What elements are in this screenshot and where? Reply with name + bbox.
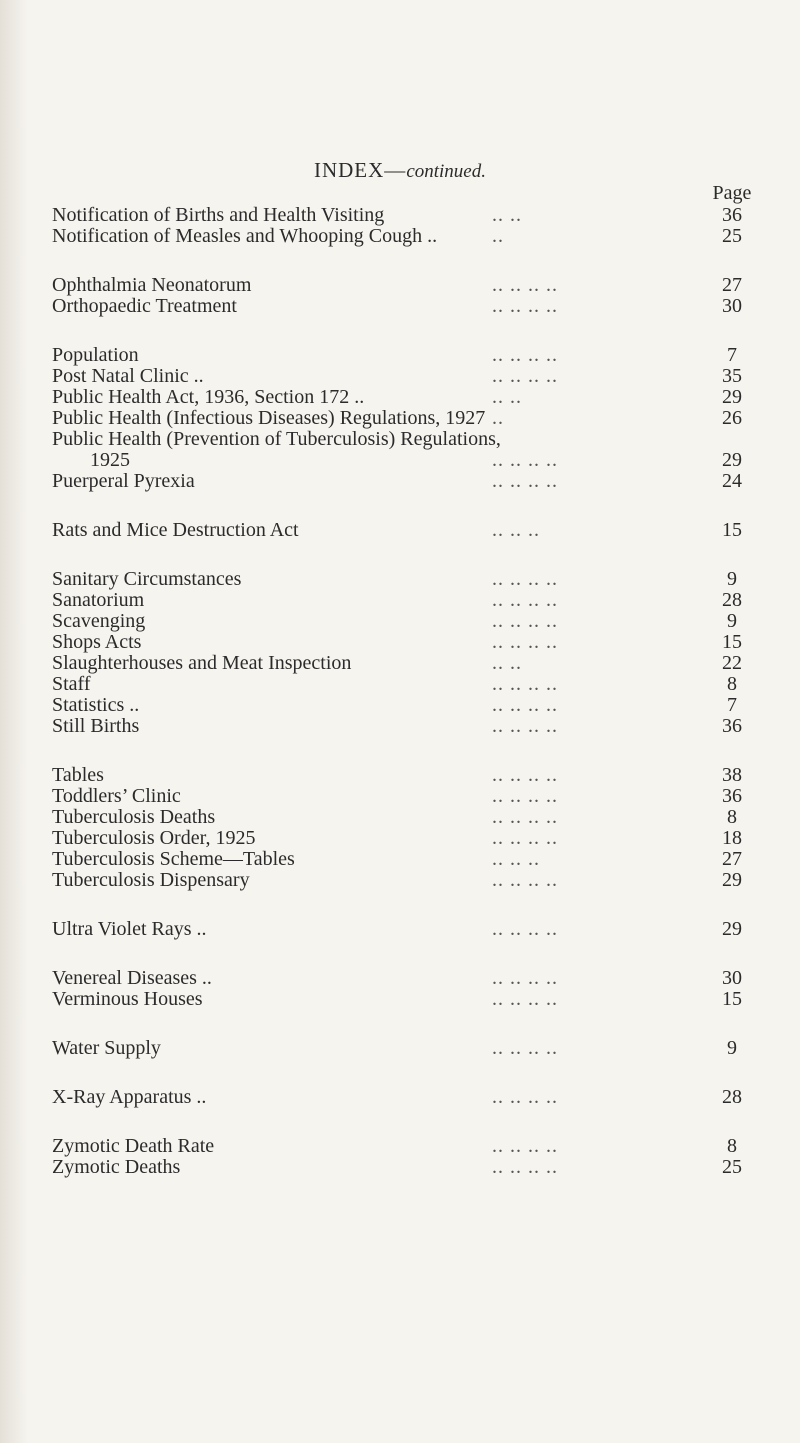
entry-page-number: 29 [722,918,742,940]
entry-page-number: 30 [722,967,742,989]
index-entry [52,765,772,786]
index-entry [52,1038,772,1059]
entry-label: Post Natal Clinic .. [52,365,204,387]
index-entry [52,275,772,296]
entry-label: Tuberculosis Deaths [52,806,216,828]
index-entry [52,520,772,541]
index-group [52,1038,772,1059]
entry-page-number: 36 [722,785,742,807]
entry-leader-dots: .. .. .. .. [492,694,558,716]
entry-leader-dots: .. .. .. .. [492,631,558,653]
index-entry [52,632,772,653]
entry-page-number: 25 [722,1156,742,1178]
entry-page-number: 30 [722,295,742,317]
entry-leader-dots: .. .. .. .. [492,785,558,807]
entry-leader-dots: .. .. .. .. [492,1156,558,1178]
entry-page-number: 15 [722,988,742,1010]
entry-leader-dots: .. .. .. .. [492,967,558,989]
index-entry [52,226,772,247]
entry-label: Rats and Mice Destruction Act [52,519,299,541]
entry-leader-dots: .. .. .. .. [492,715,558,737]
entry-leader-dots: .. .. .. .. [492,610,558,632]
entry-page-number: 36 [722,204,742,226]
entry-leader-dots: .. .. .. .. [492,470,558,492]
index-entry [52,590,772,611]
entry-page-number: 8 [727,1135,737,1157]
entry-leader-dots: .. .. .. .. [492,344,558,366]
entry-page-number: 26 [722,407,742,429]
entry-label: 1925 [90,449,130,471]
entry-page-number: 29 [722,869,742,891]
index-entry [52,408,772,429]
index-group [52,569,772,737]
index-list [52,205,772,1206]
entry-leader-dots: .. .. .. .. [492,806,558,828]
entry-leader-dots: .. .. .. .. [492,568,558,590]
index-group [52,765,772,891]
entry-leader-dots: .. [492,407,504,429]
index-entry [52,870,772,891]
entry-page-number: 27 [722,848,742,870]
index-entry [52,387,772,408]
index-entry [52,1087,772,1108]
entry-label: Scavenging [52,610,146,632]
entry-page-number: 7 [727,694,737,716]
entry-label: Orthopaedic Treatment [52,295,237,317]
index-entry [52,1157,772,1178]
entry-leader-dots: .. .. .. [492,519,540,541]
entry-page-number: 8 [727,673,737,695]
entry-leader-dots: .. .. .. .. [492,449,558,471]
entry-label: Tuberculosis Dispensary [52,869,250,891]
entry-label: Water Supply [52,1037,161,1059]
entry-leader-dots: .. .. [492,204,522,226]
entry-label: Tables [52,764,104,786]
entry-label: Zymotic Deaths [52,1156,181,1178]
entry-label: Verminous Houses [52,988,203,1010]
title-text: INDEX— [313,158,407,182]
entry-label: Venereal Diseases .. [52,967,212,989]
index-entry [52,695,772,716]
entry-label: Toddlers’ Clinic [52,785,181,807]
index-entry [52,1136,772,1157]
entry-leader-dots: .. .. [492,652,522,674]
index-group [52,345,772,492]
entry-page-number: 38 [722,764,742,786]
page-title [0,158,800,183]
entry-page-number: 18 [722,827,742,849]
index-entry [52,205,772,226]
entry-leader-dots: .. .. .. .. [492,365,558,387]
entry-leader-dots: .. .. .. .. [492,673,558,695]
entry-label: Public Health Act, 1936, Section 172 .. [52,386,365,408]
entry-label: Sanitary Circumstances [52,568,242,590]
entry-leader-dots: .. .. .. .. [492,1037,558,1059]
entry-label: Ultra Violet Rays .. [52,918,207,940]
index-group [52,919,772,940]
index-entry [52,366,772,387]
index-entry [52,828,772,849]
entry-leader-dots: .. .. .. .. [492,918,558,940]
index-entry [52,471,772,492]
index-entry [52,968,772,989]
entry-label: Tuberculosis Scheme—Tables [52,848,295,870]
entry-label: Public Health (Infectious Diseases) Regulations, 1927 [52,407,486,429]
entry-label: Public Health (Prevention of Tuberculosis) Regulations, [52,428,501,450]
entry-label: Tuberculosis Order, 1925 [52,827,256,849]
index-entry [52,989,772,1010]
index-entry [52,429,772,450]
entry-page-number: 9 [727,568,737,590]
entry-page-number: 36 [722,715,742,737]
index-entry [52,807,772,828]
entry-leader-dots: .. .. .. .. [492,988,558,1010]
entry-leader-dots: .. .. .. .. [492,869,558,891]
entry-leader-dots: .. [492,225,504,247]
entry-page-number: 29 [722,386,742,408]
title-continued: continued. [406,161,486,182]
index-entry [52,450,772,471]
entry-leader-dots: .. .. .. .. [492,1135,558,1157]
entry-label: Population [52,344,139,366]
entry-leader-dots: .. .. .. .. [492,764,558,786]
entry-label: Puerperal Pyrexia [52,470,195,492]
index-entry [52,296,772,317]
entry-leader-dots: .. .. [492,386,522,408]
index-entry [52,569,772,590]
entry-leader-dots: .. .. .. .. [492,589,558,611]
entry-page-number: 9 [727,610,737,632]
index-entry [52,849,772,870]
index-entry [52,716,772,737]
index-entry [52,674,772,695]
entry-page-number: 27 [722,274,742,296]
entry-page-number: 35 [722,365,742,387]
entry-label: Statistics .. [52,694,140,716]
index-entry [52,786,772,807]
index-group [52,1087,772,1108]
entry-page-number: 25 [722,225,742,247]
entry-page-number: 15 [722,519,742,541]
entry-label: Staff [52,673,91,695]
entry-label: Sanatorium [52,589,145,611]
entry-page-number: 28 [722,1086,742,1108]
scan-edge-shadow [0,0,28,1443]
entry-page-number: 22 [722,652,742,674]
index-group [52,1136,772,1178]
entry-leader-dots: .. .. .. .. [492,827,558,849]
page-column-header: Page [712,182,752,204]
entry-label: Notification of Measles and Whooping Cough .. [52,225,438,247]
entry-label: Slaughterhouses and Meat Inspection [52,652,352,674]
entry-page-number: 8 [727,806,737,828]
entry-label: Ophthalmia Neonatorum [52,274,252,296]
entry-leader-dots: .. .. .. .. [492,295,558,317]
index-entry [52,611,772,632]
entry-page-number: 9 [727,1037,737,1059]
index-entry [52,653,772,674]
entry-leader-dots: .. .. .. [492,848,540,870]
index-group [52,520,772,541]
index-entry [52,919,772,940]
entry-label: Shops Acts [52,631,142,653]
entry-page-number: 7 [727,344,737,366]
index-group [52,275,772,317]
entry-label: Still Births [52,715,140,737]
entry-label: Notification of Births and Health Visiting [52,204,385,226]
entry-page-number: 29 [722,449,742,471]
index-entry [52,345,772,366]
entry-page-number: 28 [722,589,742,611]
entry-label: X-Ray Apparatus .. [52,1086,207,1108]
entry-page-number: 15 [722,631,742,653]
index-group [52,968,772,1010]
entry-label: Zymotic Death Rate [52,1135,215,1157]
entry-page-number: 24 [722,470,742,492]
entry-leader-dots: .. .. .. .. [492,274,558,296]
entry-leader-dots: .. .. .. .. [492,1086,558,1108]
index-group [52,205,772,247]
